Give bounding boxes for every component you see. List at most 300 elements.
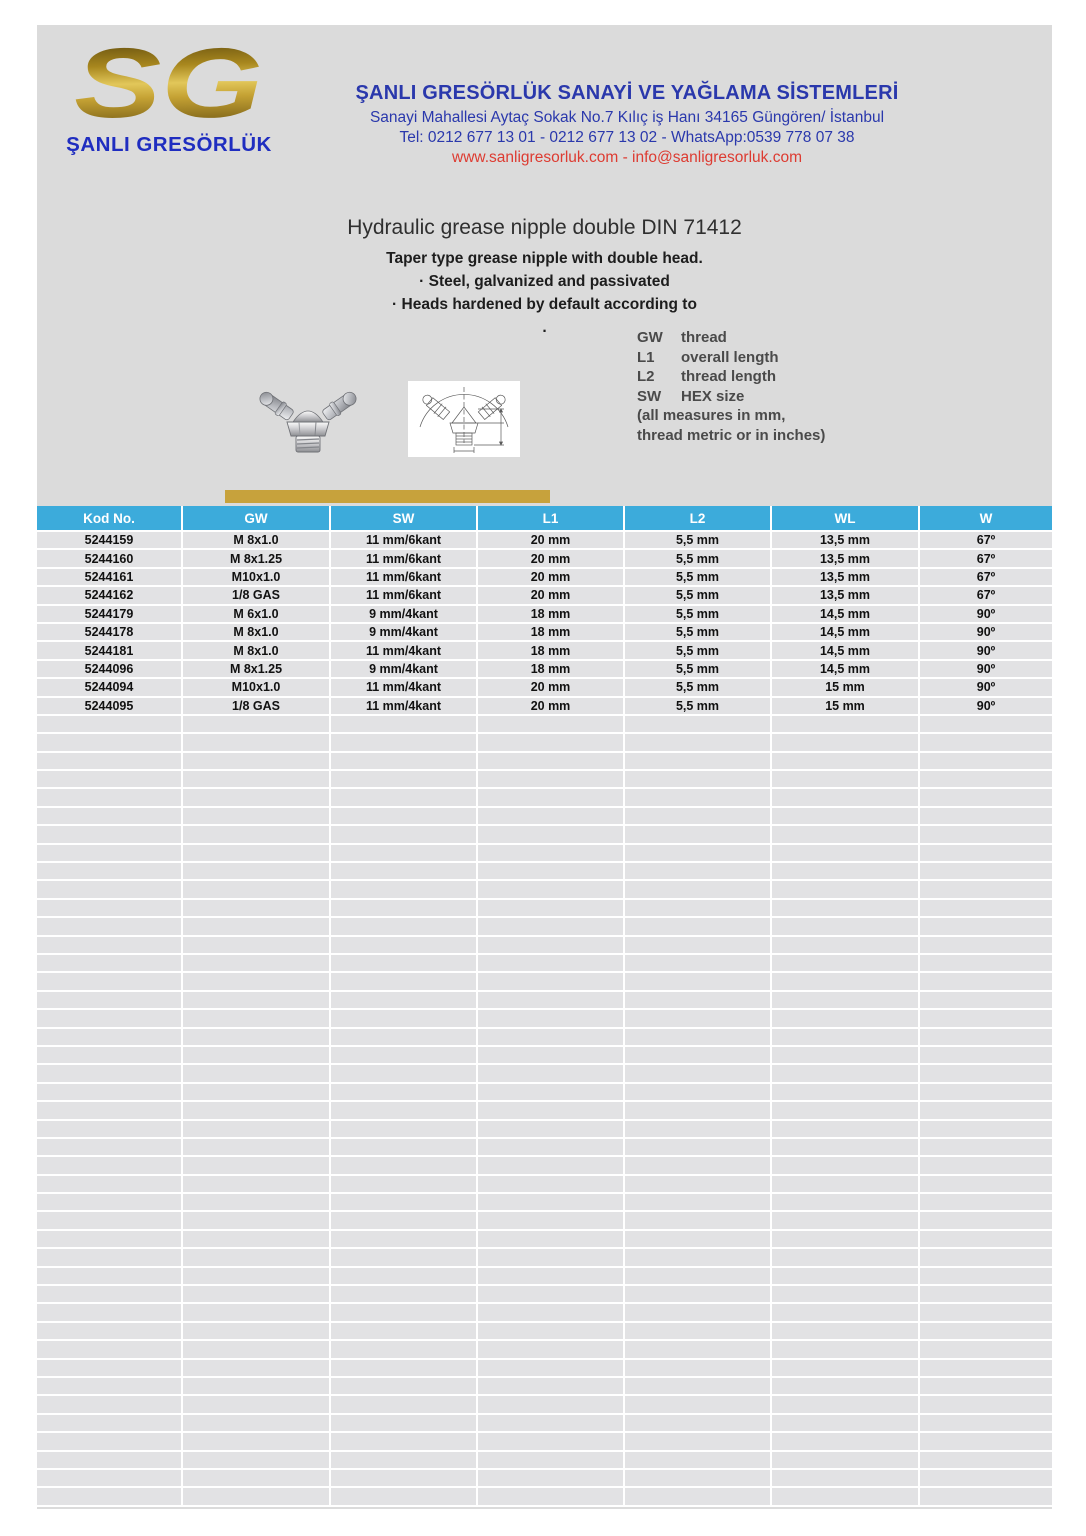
table-cell <box>478 1212 625 1230</box>
table-cell <box>772 881 920 899</box>
table-cell: 9 mm/4kant <box>331 661 478 679</box>
table-cell <box>625 1231 772 1249</box>
table-row <box>37 955 1052 973</box>
table-cell <box>331 900 478 918</box>
legend-term: L2 <box>637 368 655 385</box>
table-cell <box>772 1065 920 1083</box>
table-cell: 5,5 mm <box>625 661 772 679</box>
table-cell <box>772 1378 920 1396</box>
table-cell <box>183 845 331 863</box>
table-cell <box>37 1452 183 1470</box>
company-website: www.sanligresorluk.com - info@sanligresorluk.com <box>452 149 802 166</box>
table-cell <box>183 1304 331 1322</box>
table-cell <box>625 1360 772 1378</box>
table-cell: 90º <box>920 679 1052 697</box>
table-cell <box>625 771 772 789</box>
catalog-page <box>37 25 1052 1509</box>
table-cell <box>183 918 331 936</box>
company-header <box>287 82 967 167</box>
table-row <box>37 1029 1052 1047</box>
table-cell: 90º <box>920 624 1052 642</box>
table-cell <box>625 937 772 955</box>
table-cell <box>183 716 331 734</box>
table-cell: 5,5 mm <box>625 679 772 697</box>
table-cell <box>37 826 183 844</box>
table-cell <box>920 734 1052 752</box>
table-cell <box>183 1341 331 1359</box>
table-row <box>37 918 1052 936</box>
table-cell <box>920 1102 1052 1120</box>
table-cell <box>625 1488 772 1506</box>
table-cell <box>183 1268 331 1286</box>
table-cell <box>331 1452 478 1470</box>
table-row <box>37 1212 1052 1230</box>
table-cell <box>625 992 772 1010</box>
table-row <box>37 661 1052 679</box>
table-cell <box>37 1360 183 1378</box>
table-cell <box>478 900 625 918</box>
table-row <box>37 1084 1052 1102</box>
table-cell <box>920 1212 1052 1230</box>
column-header: GW <box>183 506 331 532</box>
table-cell <box>37 1415 183 1433</box>
column-header: Kod No. <box>37 506 183 532</box>
table-cell <box>331 1304 478 1322</box>
table-cell: 11 mm/6kant <box>331 569 478 587</box>
table-cell <box>920 808 1052 826</box>
table-cell <box>37 1286 183 1304</box>
table-cell <box>772 771 920 789</box>
table-cell <box>183 881 331 899</box>
table-cell: 13,5 mm <box>772 550 920 568</box>
table-cell <box>478 1231 625 1249</box>
table-cell: 5244181 <box>37 642 183 660</box>
table-cell <box>183 1452 331 1470</box>
table-cell <box>772 1176 920 1194</box>
table-cell <box>772 734 920 752</box>
table-cell <box>37 1304 183 1322</box>
table-cell <box>37 1084 183 1102</box>
table-cell <box>920 1360 1052 1378</box>
legend-definition: thread length <box>681 368 777 385</box>
table-cell <box>37 716 183 734</box>
table-cell <box>920 1452 1052 1470</box>
table-cell <box>183 1360 331 1378</box>
table-cell <box>772 845 920 863</box>
table-cell <box>37 1102 183 1120</box>
table-cell <box>920 1084 1052 1102</box>
table-row <box>37 845 1052 863</box>
table-cell <box>183 1029 331 1047</box>
table-row <box>37 1047 1052 1065</box>
table-cell <box>331 845 478 863</box>
table-cell <box>772 789 920 807</box>
table-cell <box>772 1212 920 1230</box>
table-cell <box>37 753 183 771</box>
table-cell <box>625 1010 772 1028</box>
table-cell <box>183 992 331 1010</box>
table-cell <box>331 1268 478 1286</box>
table-cell: 5244161 <box>37 569 183 587</box>
table-cell <box>625 1268 772 1286</box>
table-cell <box>37 1268 183 1286</box>
legend-note: (all measures in mm, <box>637 407 786 424</box>
table-cell: 67º <box>920 550 1052 568</box>
table-row <box>37 808 1052 826</box>
table-row <box>37 1378 1052 1396</box>
table-row <box>37 771 1052 789</box>
table-row <box>37 1360 1052 1378</box>
table-cell <box>331 789 478 807</box>
table-cell <box>478 1029 625 1047</box>
table-cell <box>920 1268 1052 1286</box>
table-cell: 14,5 mm <box>772 642 920 660</box>
legend-definition: HEX size <box>681 387 745 405</box>
table-cell <box>920 1249 1052 1267</box>
table-cell <box>37 1249 183 1267</box>
table-cell: 67º <box>920 587 1052 605</box>
table-cell <box>183 1139 331 1157</box>
table-cell <box>625 1304 772 1322</box>
table-cell <box>183 771 331 789</box>
table-cell <box>920 1029 1052 1047</box>
table-cell: 1/8 GAS <box>183 587 331 605</box>
table-cell: 14,5 mm <box>772 624 920 642</box>
table-cell <box>37 1139 183 1157</box>
table-cell <box>478 808 625 826</box>
table-cell <box>625 1176 772 1194</box>
description-line: · Heads hardened by default according to <box>392 296 697 313</box>
table-cell <box>920 1415 1052 1433</box>
table-row <box>37 1157 1052 1175</box>
table-cell <box>37 734 183 752</box>
table-row <box>37 1341 1052 1359</box>
table-cell <box>772 900 920 918</box>
table-cell <box>625 1121 772 1139</box>
table-cell <box>331 826 478 844</box>
legend-list <box>637 328 907 406</box>
table-cell <box>331 1157 478 1175</box>
table-cell <box>37 1341 183 1359</box>
table-cell <box>478 1341 625 1359</box>
table-cell <box>331 863 478 881</box>
table-cell <box>331 1286 478 1304</box>
table-cell <box>183 1212 331 1230</box>
table-cell <box>920 1286 1052 1304</box>
table-cell: 5,5 mm <box>625 587 772 605</box>
table-cell: 18 mm <box>478 606 625 624</box>
table-row <box>37 1396 1052 1414</box>
table-cell <box>625 789 772 807</box>
table-cell <box>331 1433 478 1451</box>
gold-separator-bar <box>225 490 550 503</box>
technical-drawing-icon <box>408 381 520 457</box>
table-cell <box>331 937 478 955</box>
table-cell <box>920 845 1052 863</box>
table-cell <box>183 753 331 771</box>
table-row <box>37 1010 1052 1028</box>
table-cell <box>331 1010 478 1028</box>
table-cell <box>625 1323 772 1341</box>
table-row <box>37 1231 1052 1249</box>
table-cell <box>478 1452 625 1470</box>
description-line: · Steel, galvanized and passivated <box>419 273 670 290</box>
page-title: Hydraulic grease nipple double DIN 71412 <box>347 216 742 239</box>
table-cell <box>331 955 478 973</box>
table-cell <box>772 1286 920 1304</box>
table-cell: 18 mm <box>478 661 625 679</box>
table-cell <box>331 1470 478 1488</box>
table-cell <box>37 992 183 1010</box>
table-cell <box>183 1084 331 1102</box>
table-cell <box>37 1194 183 1212</box>
table-cell <box>772 1396 920 1414</box>
table-cell: 5244160 <box>37 550 183 568</box>
table-cell <box>37 881 183 899</box>
table-cell <box>625 1378 772 1396</box>
table-cell: 90º <box>920 698 1052 716</box>
table-cell <box>625 973 772 991</box>
table-row <box>37 1415 1052 1433</box>
table-row <box>37 973 1052 991</box>
table-cell <box>920 937 1052 955</box>
table-cell <box>772 1323 920 1341</box>
column-header: W <box>920 506 1052 532</box>
dimension-legend <box>637 328 907 445</box>
table-cell: 15 mm <box>772 679 920 697</box>
table-cell: 9 mm/4kant <box>331 624 478 642</box>
legend-item <box>637 348 907 368</box>
table-cell <box>772 955 920 973</box>
company-logo <box>55 27 283 157</box>
table-row <box>37 587 1052 605</box>
table-cell <box>183 1470 331 1488</box>
legend-note: thread metric or in inches) <box>637 426 826 444</box>
table-row <box>37 881 1052 899</box>
table-cell: 18 mm <box>478 642 625 660</box>
column-header: L2 <box>625 506 772 532</box>
table-cell <box>331 753 478 771</box>
table-cell <box>331 771 478 789</box>
table-row <box>37 1121 1052 1139</box>
table-cell <box>920 973 1052 991</box>
table-cell: 9 mm/4kant <box>331 606 478 624</box>
table-cell <box>920 1231 1052 1249</box>
table-cell <box>331 1378 478 1396</box>
table-cell <box>331 1121 478 1139</box>
table-cell <box>331 1360 478 1378</box>
table-cell <box>478 1065 625 1083</box>
table-cell <box>331 1029 478 1047</box>
table-row <box>37 1139 1052 1157</box>
table-cell: M 6x1.0 <box>183 606 331 624</box>
table-cell <box>183 1249 331 1267</box>
table-header-row <box>37 506 1052 532</box>
table-cell <box>920 1488 1052 1506</box>
legend-item <box>637 387 907 407</box>
table-cell <box>331 1249 478 1267</box>
table-cell <box>478 734 625 752</box>
table-cell: 5244096 <box>37 661 183 679</box>
table-cell <box>183 734 331 752</box>
table-cell <box>183 1065 331 1083</box>
table-cell <box>625 1029 772 1047</box>
table-cell <box>478 1360 625 1378</box>
company-phone: Tel: 0212 677 13 01 - 0212 677 13 02 - WhatsApp:0539 778 07 38 <box>399 129 855 146</box>
table-row <box>37 642 1052 660</box>
table-cell <box>478 955 625 973</box>
logo-company-name: ŞANLI GRESÖRLÜK <box>66 133 272 156</box>
table-cell: 20 mm <box>478 587 625 605</box>
table-cell <box>920 1176 1052 1194</box>
table-row <box>37 1488 1052 1506</box>
table-cell: 5,5 mm <box>625 550 772 568</box>
table-row <box>37 734 1052 752</box>
table-cell <box>478 1304 625 1322</box>
table-cell: M10x1.0 <box>183 679 331 697</box>
table-cell: 11 mm/6kant <box>331 587 478 605</box>
legend-term: GW <box>637 329 663 346</box>
table-cell <box>37 1212 183 1230</box>
table-cell <box>772 753 920 771</box>
table-cell: 5244162 <box>37 587 183 605</box>
table-cell <box>331 1047 478 1065</box>
table-cell <box>625 1341 772 1359</box>
column-header: WL <box>772 506 920 532</box>
table-row <box>37 1065 1052 1083</box>
table-row <box>37 826 1052 844</box>
table-cell <box>772 1047 920 1065</box>
table-cell <box>625 1433 772 1451</box>
table-cell: 13,5 mm <box>772 569 920 587</box>
table-cell <box>920 1010 1052 1028</box>
table-cell <box>37 789 183 807</box>
legend-definition: thread <box>681 329 727 346</box>
table-cell <box>478 771 625 789</box>
table-cell <box>478 1102 625 1120</box>
table-cell: 5,5 mm <box>625 606 772 624</box>
column-header: SW <box>331 506 478 532</box>
table-cell <box>183 826 331 844</box>
table-cell <box>920 1139 1052 1157</box>
table-row <box>37 1286 1052 1304</box>
table-row <box>37 532 1052 550</box>
table-cell <box>772 1433 920 1451</box>
table-cell <box>478 789 625 807</box>
table-cell: 11 mm/4kant <box>331 698 478 716</box>
table-cell <box>331 973 478 991</box>
table-row <box>37 1249 1052 1267</box>
table-cell: 5,5 mm <box>625 624 772 642</box>
table-cell: 11 mm/4kant <box>331 642 478 660</box>
company-address: Sanayi Mahallesi Aytaç Sokak No.7 Kılıç iş Hanı 34165 Güngören/ İstanbul <box>369 109 885 126</box>
table-cell <box>183 955 331 973</box>
table-cell <box>625 1194 772 1212</box>
table-cell <box>920 1065 1052 1083</box>
table-cell <box>625 753 772 771</box>
table-cell <box>478 826 625 844</box>
table-cell <box>183 1176 331 1194</box>
table-cell: M 8x1.0 <box>183 642 331 660</box>
table-cell <box>625 1157 772 1175</box>
table-cell: 18 mm <box>478 624 625 642</box>
table-cell <box>625 1470 772 1488</box>
table-row <box>37 698 1052 716</box>
table-cell <box>183 1378 331 1396</box>
legend-term: L1 <box>637 348 655 366</box>
table-cell <box>625 734 772 752</box>
table-cell <box>478 1121 625 1139</box>
table-cell <box>331 918 478 936</box>
table-cell <box>920 1323 1052 1341</box>
table-row <box>37 1176 1052 1194</box>
table-row <box>37 1470 1052 1488</box>
table-cell <box>920 955 1052 973</box>
table-cell: 5244178 <box>37 624 183 642</box>
table-cell <box>37 1378 183 1396</box>
table-cell <box>772 1488 920 1506</box>
table-cell <box>625 918 772 936</box>
table-cell <box>183 863 331 881</box>
table-cell <box>183 1194 331 1212</box>
product-table <box>37 506 1052 1507</box>
table-cell <box>772 973 920 991</box>
table-cell <box>772 1139 920 1157</box>
table-cell <box>183 1121 331 1139</box>
table-cell: 20 mm <box>478 698 625 716</box>
table-cell <box>920 753 1052 771</box>
table-cell <box>37 1488 183 1506</box>
table-cell <box>625 900 772 918</box>
table-cell: 13,5 mm <box>772 587 920 605</box>
table-cell <box>625 1396 772 1414</box>
table-cell: M 8x1.25 <box>183 550 331 568</box>
table-cell <box>183 1010 331 1028</box>
table-cell <box>331 1212 478 1230</box>
table-cell: M 8x1.0 <box>183 624 331 642</box>
table-cell <box>331 1084 478 1102</box>
table-cell: M10x1.0 <box>183 569 331 587</box>
table-cell: 11 mm/4kant <box>331 679 478 697</box>
table-cell <box>772 716 920 734</box>
table-cell <box>920 789 1052 807</box>
table-cell <box>183 1396 331 1414</box>
table-cell <box>772 863 920 881</box>
table-cell <box>37 808 183 826</box>
table-cell <box>772 1029 920 1047</box>
table-cell: 13,5 mm <box>772 532 920 550</box>
table-cell <box>478 1488 625 1506</box>
table-cell <box>331 716 478 734</box>
table-cell: 20 mm <box>478 569 625 587</box>
table-row <box>37 569 1052 587</box>
table-row <box>37 937 1052 955</box>
table-cell: 14,5 mm <box>772 606 920 624</box>
table-cell <box>183 1323 331 1341</box>
table-cell <box>478 1470 625 1488</box>
table-cell <box>772 1415 920 1433</box>
table-cell: 67º <box>920 532 1052 550</box>
table-cell <box>331 1341 478 1359</box>
table-cell <box>478 1194 625 1212</box>
table-cell: 5,5 mm <box>625 698 772 716</box>
table-cell <box>478 937 625 955</box>
table-cell <box>183 1157 331 1175</box>
table-cell <box>920 1304 1052 1322</box>
table-cell <box>625 1047 772 1065</box>
table-cell <box>478 1010 625 1028</box>
table-cell <box>478 1415 625 1433</box>
